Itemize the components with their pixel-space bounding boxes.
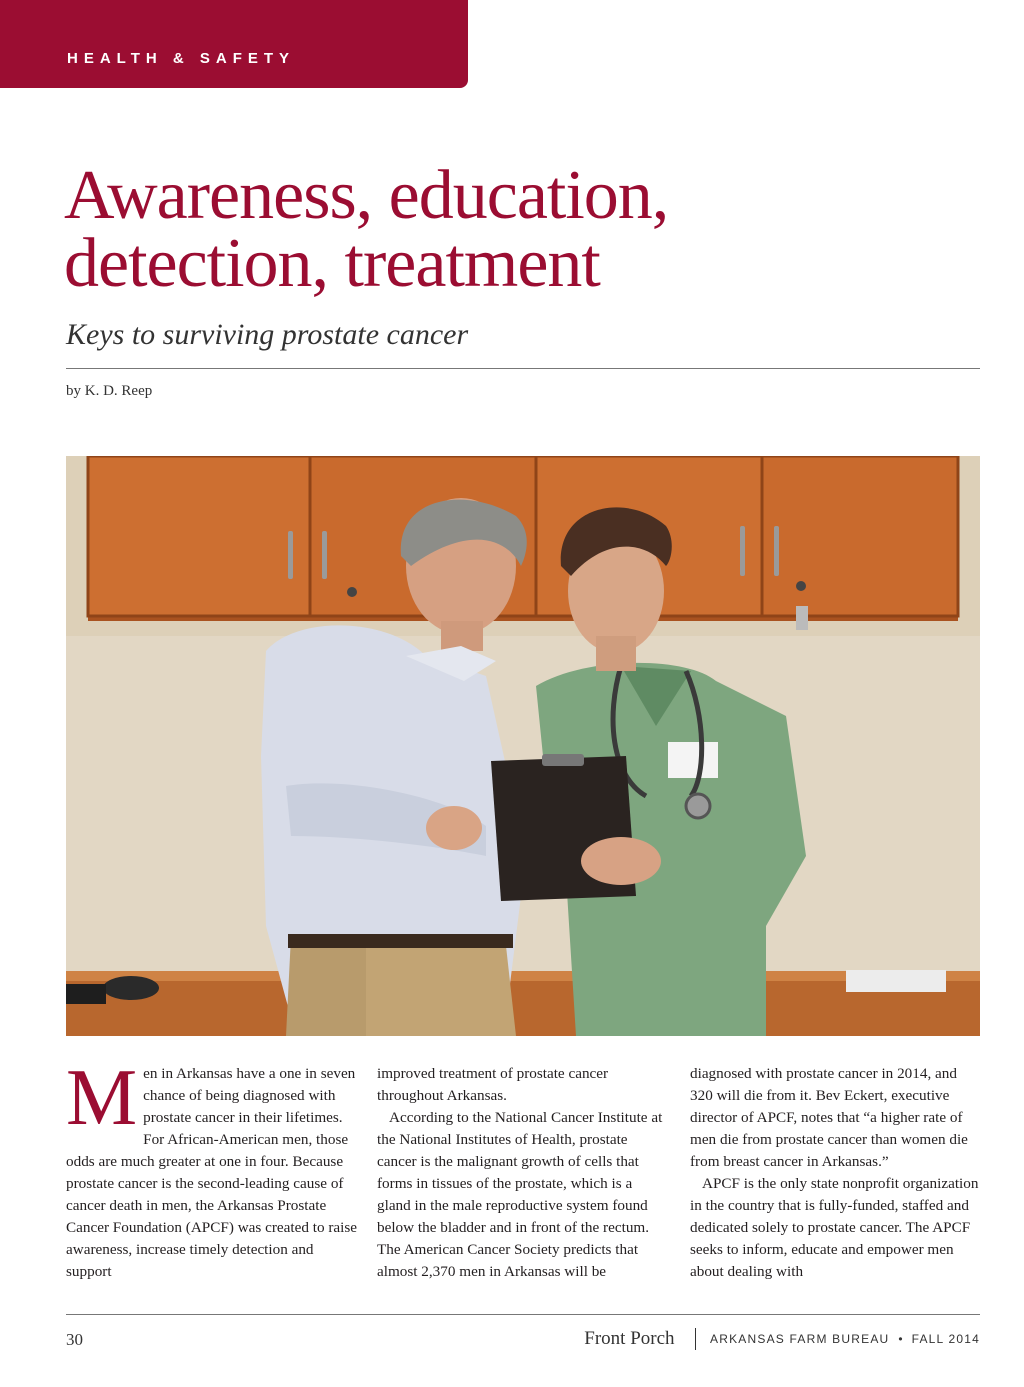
body-column-3	[690, 1063, 982, 1283]
headline-line-2: detection, treatment	[64, 225, 600, 302]
issue-date: FALL 2014	[911, 1332, 980, 1346]
body-column-2	[377, 1063, 669, 1283]
footer-separator	[695, 1328, 697, 1350]
article-body	[66, 1054, 980, 1293]
organization-name: ARKANSAS FARM BUREAU	[710, 1332, 890, 1346]
footer-credit	[584, 1328, 980, 1350]
col2-paragraph-2: According to the National Cancer Institute at the National Institutes of Health, prostate cancer is the malignant growth of cells that forms in tissues of the prostate, which is a gland in the male reproductive system found below the bladder and in front of the rectum. The American Cancer Society predicts that almost 2,370 men in Arkansas will be	[377, 1109, 663, 1280]
col1-text: en in Arkansas have a one in seven chance of being diagnosed with prostate cancer in their lifetimes. For African-American men, those odds are much greater at one in four. Because prostate cancer is the second-leading cause of cancer death in men, the Arkansas Prostate Cancer Foundation (APCF) was created to raise awareness, increase timely detection and support	[66, 1065, 358, 1280]
col3-paragraph-1: diagnosed with prostate cancer in 2014, and 320 will die from it. Bev Eckert, executive director of APCF, notes that “a higher rate of men die from prostate cancer than women die from breast cancer in Arkansas.”	[690, 1065, 968, 1170]
footer-bullet: •	[898, 1332, 903, 1346]
col2-paragraph-1: improved treatment of prostate cancer throughout Arkansas.	[377, 1065, 609, 1104]
section-tab	[0, 0, 468, 88]
article-photo	[66, 456, 980, 1036]
section-label: HEALTH & SAFETY	[67, 50, 296, 67]
body-column-1	[66, 1054, 358, 1283]
article-headline	[64, 157, 964, 302]
byline: by K. D. Reep	[66, 383, 153, 399]
article-subtitle: Keys to surviving prostate cancer	[66, 318, 469, 351]
doctor-patient-illustration	[66, 456, 980, 1036]
top-divider	[66, 368, 980, 369]
footer-divider	[66, 1314, 980, 1315]
col3-paragraph-2: APCF is the only state nonprofit organization in the country that is fully-funded, staffed and dedicated solely to prostate cancer. The APCF seeks to inform, educate and empower men about dealing with	[690, 1175, 979, 1280]
drop-cap: M	[66, 1054, 138, 1142]
page-number: 30	[66, 1330, 83, 1349]
headline-line-1: Awareness, education,	[64, 157, 669, 234]
magazine-name: Front Porch	[584, 1328, 675, 1349]
